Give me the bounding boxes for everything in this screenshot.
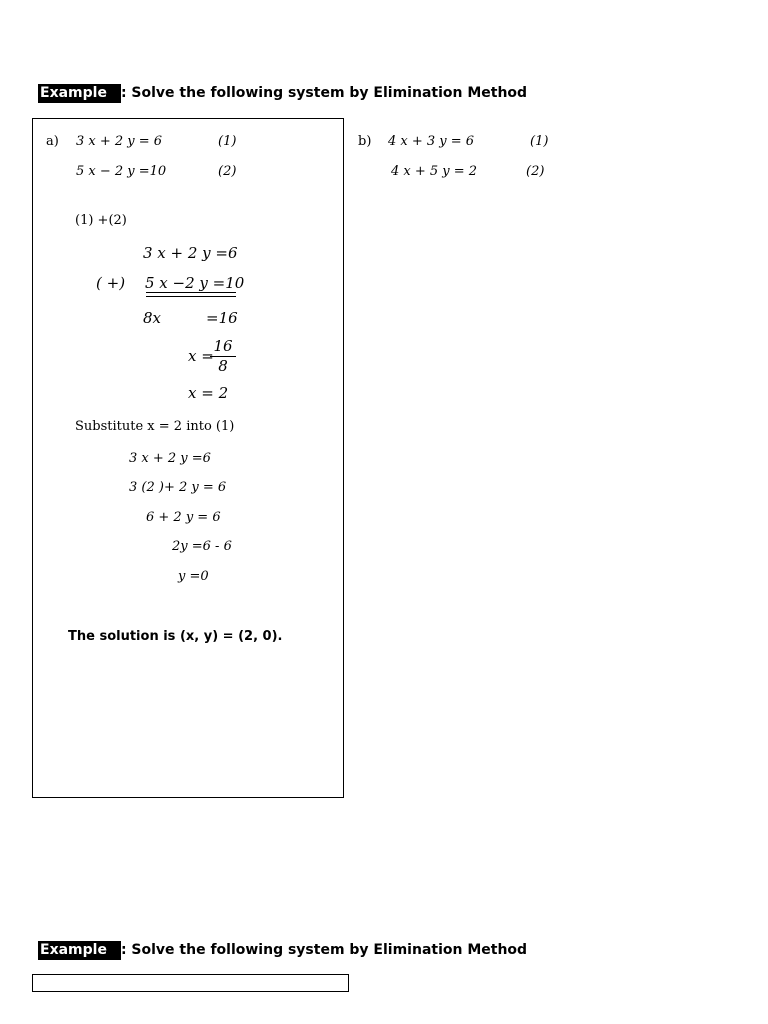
fraction-denominator: 8 [218, 357, 228, 375]
substitution-step-3: 6 + 2 y = 6 [146, 510, 221, 525]
example-heading-2 [38, 942, 527, 958]
substitution-step-1: 3 x + 2 y =6 [129, 451, 211, 466]
example-heading-text: : Solve the following system by Elimination Method [120, 85, 528, 101]
addition-row-1: 3 x + 2 y =6 [143, 244, 238, 262]
part-a-equation-2-tag: (2) [218, 164, 237, 179]
part-a-equation-1-tag: (1) [218, 134, 237, 149]
part-b-label: b) [358, 134, 372, 149]
x-equals: x = [188, 347, 214, 365]
sum-right: =16 [206, 309, 238, 327]
substitution-step-5: y =0 [178, 569, 209, 584]
second-example-box [32, 974, 349, 992]
step-label: (1) +(2) [75, 213, 127, 228]
solution-statement: The solution is (x, y) = (2, 0). [68, 629, 283, 644]
example-tag-2: Example [38, 941, 121, 960]
addition-row-2: 5 x −2 y =10 [145, 274, 245, 292]
substitution-step-2: 3 (2 )+ 2 y = 6 [129, 480, 227, 495]
fraction-numerator: 16 [213, 337, 233, 355]
part-b-equation-2-tag: (2) [526, 164, 545, 179]
addition-underline-2 [146, 296, 236, 297]
part-a-label: a) [46, 134, 59, 149]
part-a-equation-2: 5 x − 2 y =10 [76, 164, 167, 179]
part-b-equation-1: 4 x + 3 y = 6 [388, 134, 475, 149]
substitute-text: Substitute x = 2 into (1) [75, 419, 235, 434]
addition-underline-1 [146, 292, 236, 293]
substitution-step-4: 2y =6 - 6 [172, 539, 232, 554]
example-heading-1 [38, 85, 527, 101]
addition-operator: ( +) [96, 274, 126, 292]
part-b-equation-2: 4 x + 5 y = 2 [391, 164, 478, 179]
sum-left: 8x [143, 309, 162, 327]
x-result: x = 2 [188, 384, 229, 402]
part-a-equation-1: 3 x + 2 y = 6 [76, 134, 163, 149]
example-tag: Example [38, 84, 121, 103]
part-b-equation-1-tag: (1) [530, 134, 549, 149]
example-heading-text-2: : Solve the following system by Elimination Method [120, 942, 528, 958]
